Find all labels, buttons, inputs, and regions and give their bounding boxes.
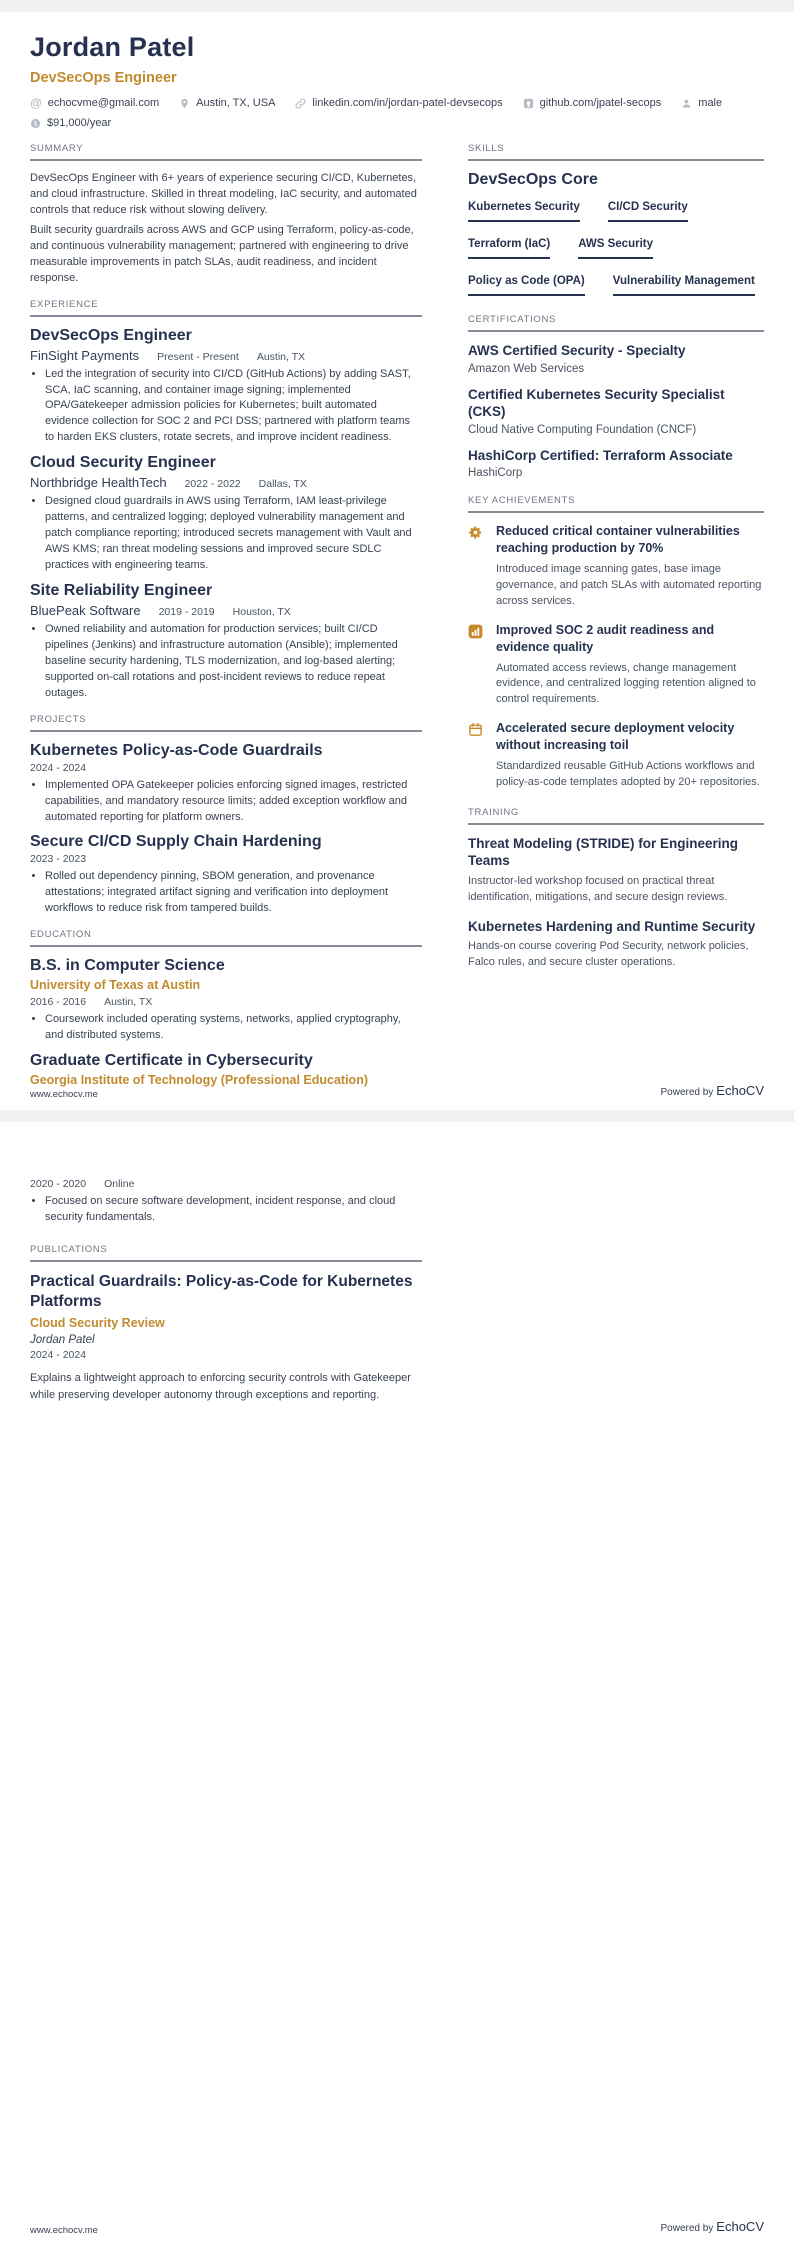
skill-tag: Terraform (IaC) — [468, 238, 550, 259]
education-dates: 2016 - 2016 — [30, 996, 87, 1009]
footer-brand: EchoCV — [716, 1083, 764, 1098]
project-bullet: • Implemented OPA Gatekeeper policies enforcing signed images, restricted capabilities, and mandatory resource limits; added exception workflow and automated reporting for platform owners. — [45, 778, 422, 826]
training-entry — [468, 835, 764, 906]
achievement-description: Automated access reviews, change management evidence, and centralized logging retention aligned to control requirements. — [496, 661, 756, 706]
section-summary — [30, 143, 422, 287]
skill-tag: Policy as Code (OPA) — [468, 275, 585, 296]
project-bullet: • Rolled out dependency pinning, SBOM generation, and provenance attestations; integrated artifact signing and verification into deployment workflows to reduce risk from tampered builds. — [45, 869, 422, 917]
section-certifications — [468, 314, 764, 479]
certification-entry — [468, 342, 764, 375]
contact-github-text: github.com/jpatel-secops — [539, 97, 662, 109]
skills-list — [468, 201, 764, 296]
footer-site-url: www.echocv.me — [30, 1089, 98, 1100]
training-description: Instructor-led workshop focused on practical threat identification, mitigations, and secure design reviews. — [468, 875, 728, 903]
certification-entry — [468, 386, 764, 436]
contact-salary-text: $91,000/year — [47, 117, 112, 129]
certification-name: Certified Kubernetes Security Specialist (CKS) — [468, 386, 725, 420]
contact-email — [30, 96, 159, 110]
certifications-section-label: CERTIFICATIONS — [468, 314, 764, 332]
project-entry — [30, 742, 422, 826]
person-icon — [681, 98, 692, 109]
education-entry-continuation — [30, 1178, 422, 1226]
experience-entry — [30, 327, 422, 447]
section-skills — [468, 143, 764, 296]
skill-tag: Vulnerability Management — [613, 275, 755, 296]
page-2-footer — [30, 2218, 764, 2236]
left-column — [30, 143, 422, 1099]
achievement-entry — [468, 622, 764, 709]
footer-powered-by-text: Powered by — [660, 2223, 714, 2234]
publication-title: Practical Guardrails: Policy-as-Code for Kubernetes Platforms — [30, 1272, 413, 1311]
education-location: Austin, TX — [104, 996, 153, 1009]
skills-section-label: SKILLS — [468, 143, 764, 161]
project-entry — [30, 833, 422, 917]
certification-issuer: Cloud Native Computing Foundation (CNCF) — [468, 423, 697, 436]
job-location: Houston, TX — [232, 605, 291, 618]
salary-icon — [30, 118, 41, 129]
certification-name: AWS Certified Security - Specialty — [468, 343, 686, 358]
contact-gender — [681, 96, 722, 110]
project-dates: 2024 - 2024 — [30, 761, 87, 774]
job-bullet: • Led the integration of security into CI/CD (GitHub Actions) by adding SAST, SCA, IaC scanning, and container image signing; implemented OPA/Gatekeeper admission policies for Kubernetes; built automated evidence collection for SOC 2 and PCI DSS; partnered with platform teams to harden EKS clusters, rotate secrets, and improve incident readiness. — [45, 367, 422, 447]
page-title: Jordan Patel — [30, 32, 195, 62]
achievement-description: Introduced image scanning gates, base image governance, and patch SLAs with automated reporting across services. — [496, 562, 762, 607]
calendar-icon — [468, 720, 484, 791]
location-icon — [179, 98, 190, 109]
certification-entry — [468, 447, 764, 480]
experience-section-label: EXPERIENCE — [30, 299, 422, 317]
project-dates: 2023 - 2023 — [30, 853, 87, 866]
job-dates: 2022 - 2022 — [184, 478, 241, 491]
contact-linkedin-text: linkedin.com/in/jordan-patel-devsecops — [312, 97, 503, 109]
page-2-left-column — [30, 1178, 422, 1403]
job-bullet: • Designed cloud guardrails in AWS using Terraform, IAM least-privilege patterns, and centralized logging; deployed vulnerability management and patch compliance reporting; introduced secrets management with Vault and AWS KMS; ran threat modeling sessions and improved secure SDLC practices with engineering teams. — [45, 494, 422, 574]
education-bullet: • Coursework included operating systems, networks, applied cryptography, and distributed systems. — [45, 1012, 422, 1044]
skill-tag: Kubernetes Security — [468, 201, 580, 222]
link-icon — [295, 98, 306, 109]
publication-journal: Cloud Security Review — [30, 1316, 165, 1331]
job-title: Site Reliability Engineer — [30, 581, 213, 599]
achievement-title: Improved SOC 2 audit readiness and evidence quality — [496, 622, 715, 654]
section-education — [30, 929, 422, 1087]
school-name: Georgia Institute of Technology (Professional Education) — [30, 1073, 368, 1088]
contact-location-text: Austin, TX, USA — [196, 97, 276, 109]
education-dates: 2020 - 2020 — [30, 1178, 87, 1190]
summary-paragraph-1: DevSecOps Engineer with 6+ years of experience securing CI/CD, Kubernetes, and cloud infrastructure. Skilled in threat modeling, IaC security, and automated controls that reduce risk without slowing delivery. — [30, 172, 417, 216]
education-location: Online — [104, 1178, 135, 1190]
skill-tag: AWS Security — [578, 238, 653, 259]
job-dates: Present - Present — [157, 350, 239, 363]
contact-row — [30, 96, 764, 129]
skill-group-title: DevSecOps Core — [468, 171, 598, 188]
email-icon: @ — [30, 96, 42, 110]
job-bullet: • Owned reliability and automation for production services; built CI/CD pipelines (Jenkins) and infrastructure automation (Ansible); implemented baseline security hardening, TLS modernization, and log-based alerting; supported on-call rotations and post-incident reviews to reduce repeat outages. — [45, 622, 422, 702]
job-location: Austin, TX — [256, 350, 306, 363]
job-dates: 2019 - 2019 — [158, 605, 215, 618]
education-section-label: EDUCATION — [30, 929, 422, 947]
job-title: Cloud Security Engineer — [30, 454, 216, 472]
job-location: Dallas, TX — [258, 478, 307, 491]
achievements-section-label: KEY ACHIEVEMENTS — [468, 495, 764, 513]
achievement-entry — [468, 720, 764, 791]
achievement-title: Reduced critical container vulnerabilities reaching production by 70% — [496, 524, 740, 556]
footer-powered-by-text: Powered by — [660, 1087, 714, 1098]
publications-section-label: PUBLICATIONS — [30, 1244, 422, 1262]
achievement-entry — [468, 523, 764, 610]
resume-page-2 — [0, 1122, 794, 2246]
contact-gender-text: male — [698, 97, 723, 109]
section-key-achievements — [468, 495, 764, 791]
section-publications — [30, 1244, 422, 1403]
publication-description: Explains a lightweight approach to enforcing security controls with Gatekeeper while preserving developer autonomy through exceptions and reporting. — [30, 1372, 411, 1401]
training-entry — [468, 918, 764, 971]
bar-chart-icon — [468, 622, 484, 709]
gear-icon — [468, 523, 484, 610]
project-title: Secure CI/CD Supply Chain Hardening — [30, 833, 322, 851]
summary-section-label: SUMMARY — [30, 143, 422, 161]
section-experience — [30, 299, 422, 702]
degree-title: B.S. in Computer Science — [30, 957, 225, 975]
right-column — [468, 143, 764, 1099]
training-title: Kubernetes Hardening and Runtime Security — [468, 918, 756, 934]
experience-entry — [30, 454, 422, 574]
education-bullet: • Focused on secure software development, incident response, and cloud security fundamentals. — [45, 1194, 422, 1226]
achievement-description: Standardized reusable GitHub Actions workflows and policy-as-code templates adopted by 20+ repositories. — [496, 760, 760, 788]
page-1-footer — [30, 1082, 764, 1100]
school-name: University of Texas at Austin — [30, 978, 201, 993]
contact-github — [523, 96, 662, 110]
company-name: BluePeak Software — [30, 602, 141, 618]
job-title: DevSecOps Engineer — [30, 326, 192, 344]
resume-page-1 — [0, 12, 794, 1110]
contact-location — [179, 96, 275, 110]
svg-text:$: $ — [33, 121, 38, 128]
section-projects — [30, 714, 422, 918]
company-name: FinSight Payments — [30, 347, 140, 363]
section-training — [468, 807, 764, 971]
degree-title: Graduate Certificate in Cybersecurity — [30, 1052, 313, 1070]
summary-paragraph-2: Built security guardrails across AWS and GCP using Terraform, policy-as-code, and continuous vulnerability management; partnered with engineering to drive measurable improvements in patch SLAs, audit readiness, and incident response. — [30, 223, 414, 284]
training-description: Hands-on course covering Pod Security, network policies, Falco rules, and secure cluster operations. — [468, 940, 749, 969]
company-name: Northbridge HealthTech — [30, 475, 167, 491]
job-role-subtitle: DevSecOps Engineer — [30, 70, 177, 86]
publication-author: Jordan Patel — [30, 1334, 95, 1347]
github-icon — [523, 98, 534, 109]
training-title: Threat Modeling (STRIDE) for Engineering Teams — [468, 835, 738, 869]
footer-brand: EchoCV — [716, 2219, 764, 2234]
certification-issuer: Amazon Web Services — [468, 362, 585, 375]
contact-linkedin — [295, 96, 502, 110]
experience-entry — [30, 582, 422, 702]
publication-entry — [30, 1272, 422, 1403]
footer-site-url: www.echocv.me — [30, 2225, 98, 2236]
skill-tag: CI/CD Security — [608, 201, 688, 222]
training-section-label: TRAINING — [468, 807, 764, 825]
contact-email-text: echocvme@gmail.com — [47, 97, 160, 109]
achievement-title: Accelerated secure deployment velocity without increasing toil — [496, 721, 735, 753]
certification-name: HashiCorp Certified: Terraform Associate — [468, 447, 733, 463]
projects-section-label: PROJECTS — [30, 714, 422, 732]
certification-issuer: HashiCorp — [468, 467, 523, 480]
education-entry — [30, 957, 422, 1044]
project-title: Kubernetes Policy-as-Code Guardrails — [30, 741, 323, 759]
publication-dates: 2024 - 2024 — [30, 1349, 87, 1362]
contact-salary — [30, 117, 764, 129]
